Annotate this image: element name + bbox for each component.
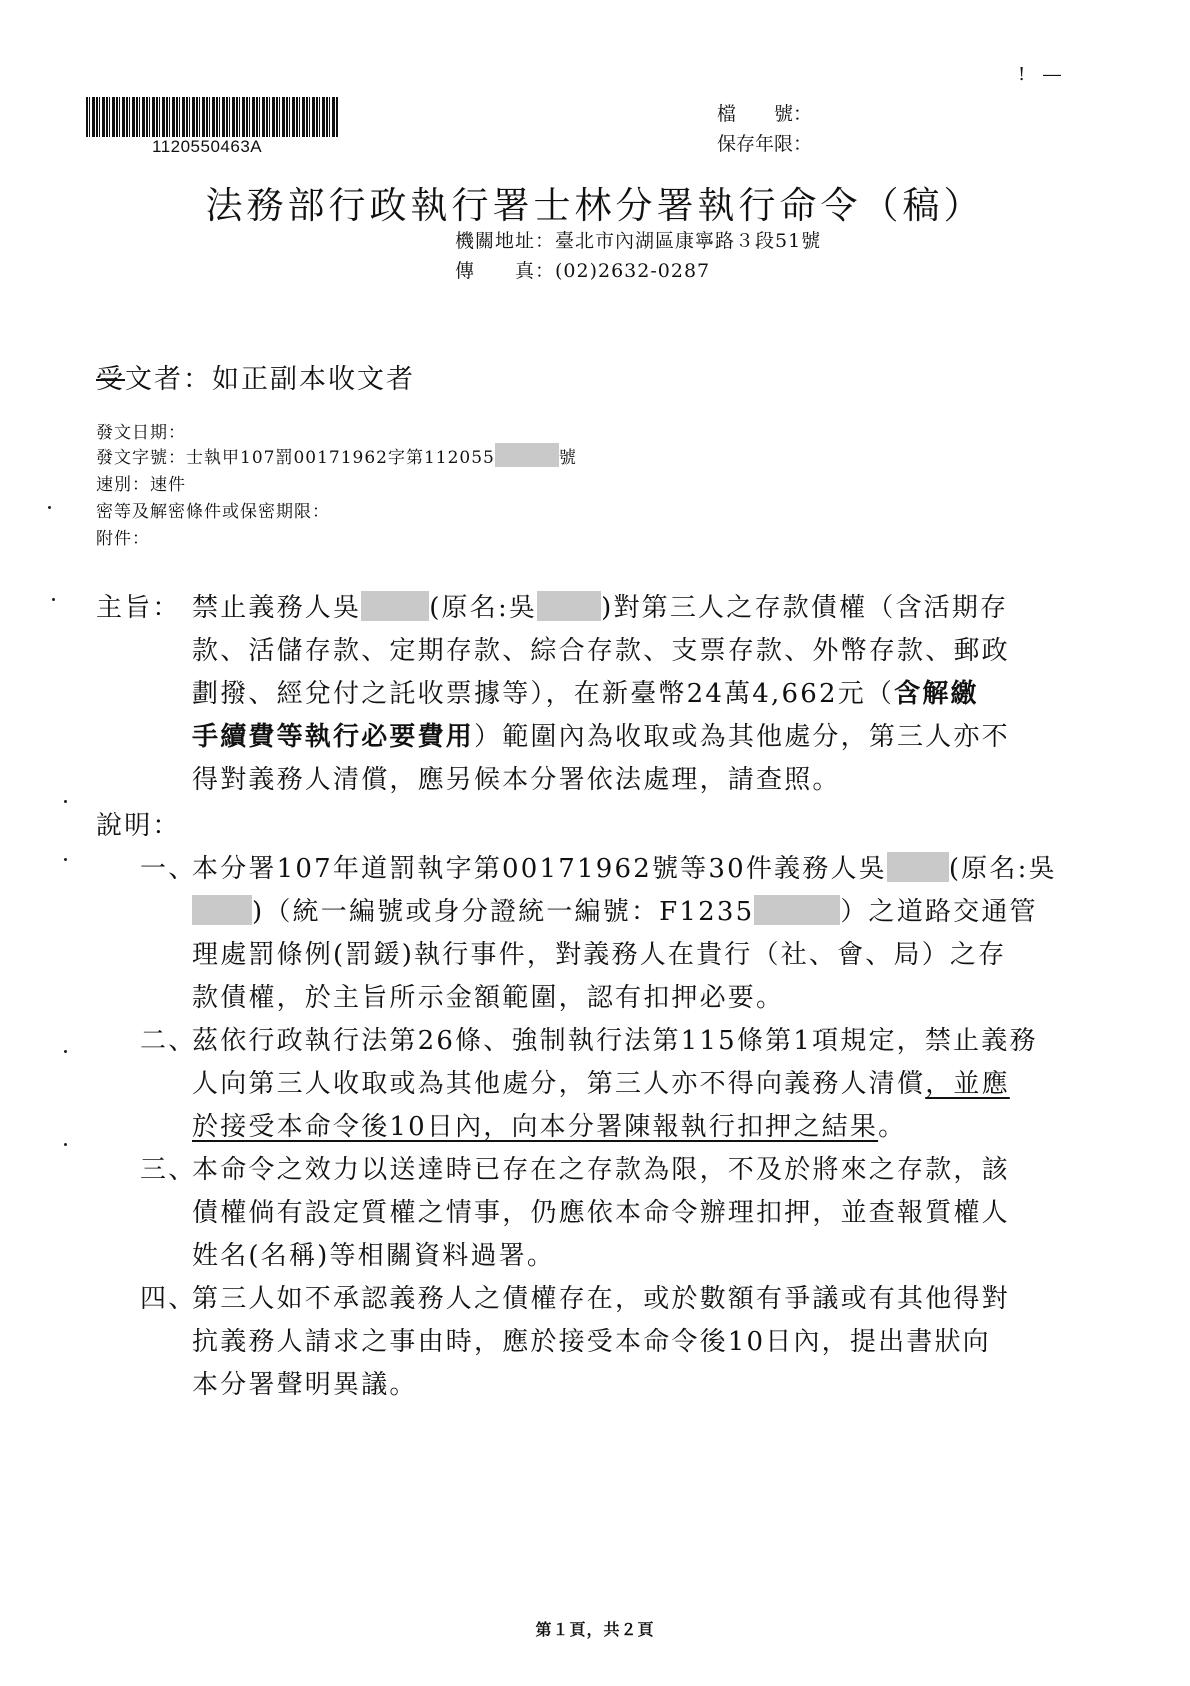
item-text: 本分署107年道罰執字第00171962號等30件義務人吳 <box>192 854 887 884</box>
item-text: 人向第三人收取或為其他處分，第三人亦不得向義務人清償 <box>192 1069 926 1099</box>
retention-period-label: 保存年限： <box>717 133 813 155</box>
scan-speck <box>64 1143 67 1146</box>
subject-label: 主旨： <box>96 593 181 623</box>
item-4-line-1: 第三人如不承認義務人之債權存在，或於數額有爭議或有其他得對 <box>192 1284 1010 1314</box>
redaction <box>754 895 840 925</box>
item-2-line-1: 茲依行政執行法第26條、強制執行法第115條第1項規定，禁止義務 <box>192 1026 1038 1056</box>
subject-bold-text: 含解繳 <box>894 679 979 709</box>
delivery-speed: 速別：速件 <box>96 475 186 495</box>
agency-address: 機關地址：臺北市內湖區康寧路３段51號 <box>455 230 822 252</box>
underlined-text: 於接受本命令後10日內，向本分署陳報執行扣押之結果 <box>192 1112 879 1142</box>
item-1-line-1 <box>192 848 1057 885</box>
item-text: )（統一編號或身分證統一編號：F1235 <box>252 897 755 927</box>
item-text: (原名:吳 <box>948 854 1057 884</box>
scan-speck <box>52 598 55 601</box>
subject-text: ）範圍內為收取或為其他處分，第三人亦不 <box>474 722 1010 752</box>
document-title: 法務部行政執行署士林分署執行命令（稿） <box>205 184 985 227</box>
subject-text: 劃撥、經兌付之託收票據等），在新臺幣24萬4,662元（ <box>192 679 895 709</box>
secrecy-level: 密等及解密條件或保密期限： <box>96 502 330 522</box>
document-number-prefix: 發文字號：士執甲107罰00171962字第112055 <box>96 448 495 468</box>
item-text: 。 <box>878 1112 907 1142</box>
item-3-line-1: 本命令之效力以送達時已存在之存款為限，不及於將來之存款，該 <box>192 1155 1010 1185</box>
barcode-number: 1120550463A <box>152 137 263 156</box>
page-number: 第１頁，共２頁 <box>535 1620 655 1639</box>
document-number <box>96 443 577 468</box>
subject-text: 禁止義務人吳 <box>192 593 362 623</box>
recipient-label-struck: 受 <box>96 364 125 395</box>
recipient-label: 文者：如正副本收文者 <box>125 364 415 395</box>
scan-speck <box>64 1050 67 1053</box>
redaction <box>192 895 252 925</box>
redaction <box>537 591 601 621</box>
item-4-line-2: 抗義務人請求之事由時，應於接受本命令後10日內，提出書狀向 <box>192 1327 991 1357</box>
item-text: ）之道路交通管 <box>840 897 1038 927</box>
item-1-line-2 <box>192 891 1038 928</box>
item-2-line-2 <box>192 1063 1010 1100</box>
scan-speck <box>64 800 67 803</box>
item-2-line-3 <box>192 1106 906 1143</box>
scan-speck <box>48 506 51 509</box>
subject-line-5: 得對義務人清償，應另候本分署依法處理，請查照。 <box>192 765 841 795</box>
subject-text: (原名:吳 <box>429 593 538 623</box>
subject-bold-text: 手續費等執行必要費用 <box>192 722 475 752</box>
redaction <box>495 443 559 467</box>
document-number-suffix: 號 <box>558 448 577 468</box>
subject-line-2: 款、活儲存款、定期存款、綜合存款、支票存款、外幣存款、郵政 <box>192 636 1010 666</box>
underlined-text: ，並應 <box>925 1069 1010 1099</box>
item-2-number: 二、 <box>140 1026 197 1056</box>
explanation-label: 說明： <box>96 811 181 841</box>
barcode <box>86 97 338 137</box>
subject-line-3 <box>192 673 979 710</box>
corner-mark: ! ― <box>1018 64 1067 85</box>
redaction <box>361 591 429 621</box>
subject-text: )對第三人之存款債權（含活期存 <box>601 593 1009 623</box>
item-4-number: 四、 <box>140 1284 197 1314</box>
agency-fax: 傳 真：(02)2632-0287 <box>455 260 711 282</box>
item-3-number: 三、 <box>140 1155 197 1185</box>
item-3-line-3: 姓名(名稱)等相關資料過署。 <box>192 1241 556 1271</box>
file-number-label: 檔 號： <box>717 103 813 125</box>
item-1-number: 一、 <box>140 854 197 884</box>
scan-speck <box>64 858 67 861</box>
item-1-line-4: 款債權，於主旨所示金額範圍，認有扣押必要。 <box>192 983 785 1013</box>
attachments: 附件： <box>96 529 150 549</box>
item-3-line-2: 債權倘有設定質權之情事，仍應依本命令辦理扣押，並查報質權人 <box>192 1198 1010 1228</box>
issue-date: 發文日期： <box>96 423 186 443</box>
redaction <box>887 852 949 882</box>
recipient <box>96 357 415 396</box>
item-4-line-3: 本分署聲明異議。 <box>192 1370 418 1400</box>
item-1-line-3: 理處罰條例(罰鍰)執行事件，對義務人在貴行（社、會、局）之存 <box>192 940 1007 970</box>
subject-line-1 <box>192 587 1008 624</box>
subject-line-4 <box>192 716 1010 753</box>
